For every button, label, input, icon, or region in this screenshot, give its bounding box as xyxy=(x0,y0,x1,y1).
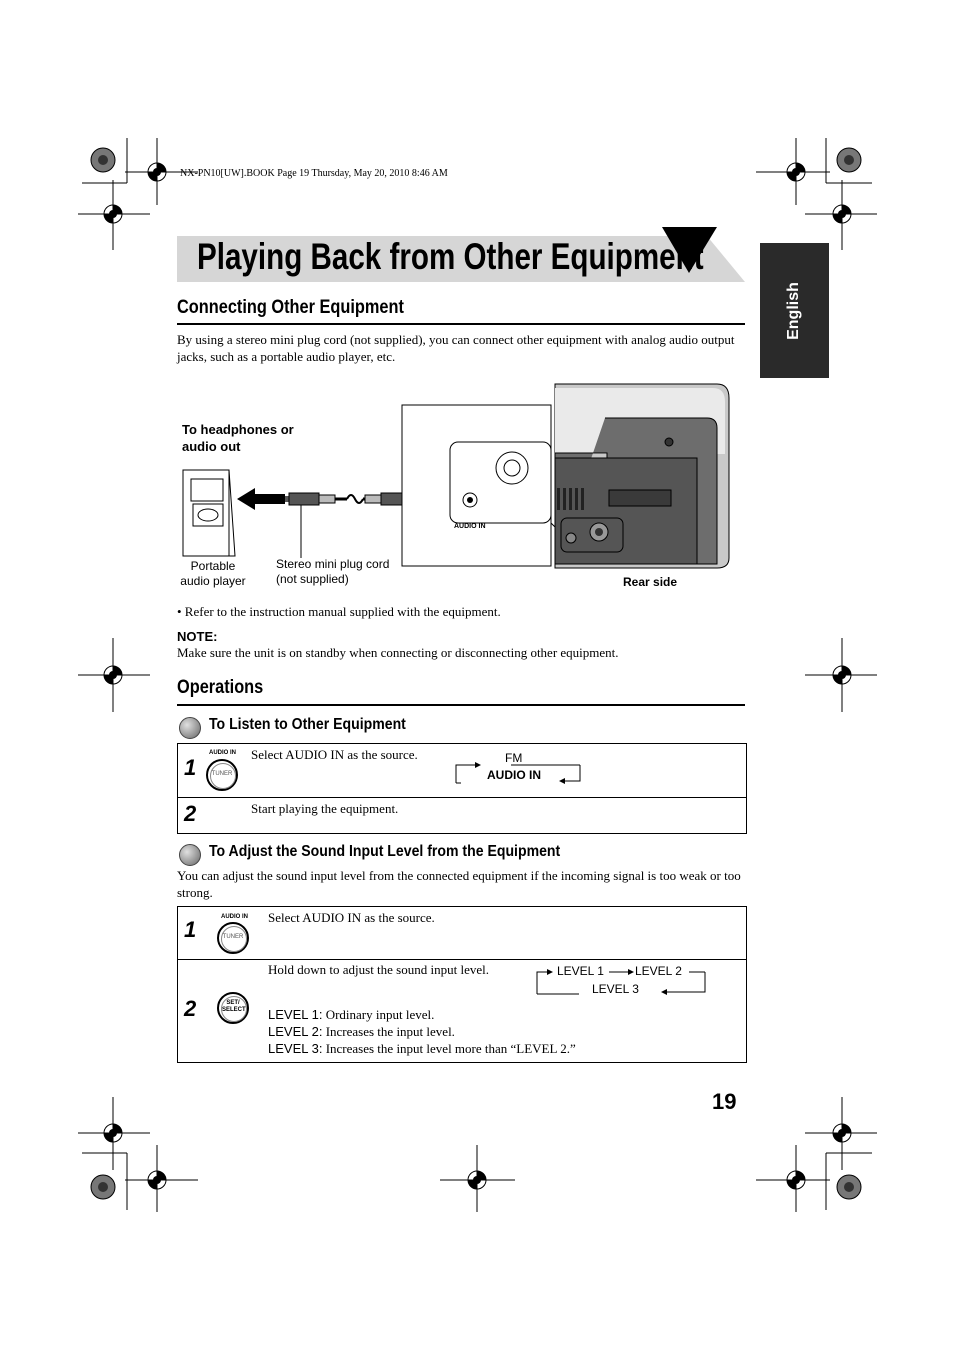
level-name: LEVEL 3: xyxy=(268,1041,323,1056)
subheading-bullet-icon xyxy=(179,717,201,739)
level-item xyxy=(268,1006,576,1023)
set-select-button[interactable] xyxy=(217,992,249,1024)
diagram-label-audio-in: AUDIO IN xyxy=(454,523,486,530)
step-number: 1 xyxy=(184,917,197,942)
flow-fm: FM xyxy=(505,751,523,765)
adjust-intro: You can adjust the sound input level from the connected equipment if the incoming signal is too weak or too strong. xyxy=(177,868,741,900)
connection-diagram xyxy=(177,378,737,598)
language-side-tab-label: English xyxy=(785,282,802,340)
level-name: LEVEL 1: xyxy=(268,1007,323,1022)
tuner-button-label: TUNER xyxy=(211,771,233,777)
divider xyxy=(177,323,745,325)
audio-in-button-label: AUDIO IN xyxy=(209,750,236,756)
audio-in-button-label: AUDIO IN xyxy=(221,914,248,920)
tuner-button[interactable] xyxy=(206,759,238,791)
print-header: NX-PN10[UW].BOOK Page 19 Thursday, May 20, 2010 8:46 AM xyxy=(180,168,448,179)
level-descriptions xyxy=(268,1006,576,1057)
left-arrow-icon xyxy=(237,488,285,510)
note-text: Make sure the unit is on standby when connecting or disconnecting other equipment. xyxy=(177,645,619,660)
level-item xyxy=(268,1023,576,1040)
step-number: 2 xyxy=(184,801,197,826)
set-select-button-label: SET/ SELECT xyxy=(222,1000,246,1013)
flow-level-2: LEVEL 2 xyxy=(635,964,682,978)
flow-level-3: LEVEL 3 xyxy=(592,982,639,996)
step-text: Hold down to adjust the sound input level. xyxy=(268,962,489,977)
step-text: Select AUDIO IN as the source. xyxy=(251,747,418,762)
note-label: NOTE: xyxy=(177,629,218,644)
diagram-label-cord: Stereo mini plug cord (not supplied) xyxy=(276,557,390,586)
subheading-adjust: To Adjust the Sound Input Level from the Equipment xyxy=(209,843,561,860)
subheading-bullet-icon xyxy=(179,844,201,866)
divider xyxy=(177,704,745,706)
diagram-label-player: Portable audio player xyxy=(180,559,246,588)
page-title: Playing Back from Other Equipment xyxy=(197,236,704,277)
section-heading-operations: Operations xyxy=(177,677,264,698)
table-row-divider xyxy=(178,959,746,960)
subheading-listen: To Listen to Other Equipment xyxy=(209,716,406,733)
level-item xyxy=(268,1040,576,1057)
level-desc: Ordinary input level. xyxy=(325,1007,435,1022)
diagram-label-headphones: To headphones or audio out xyxy=(182,422,294,454)
tuner-button[interactable] xyxy=(217,922,249,954)
subheading-wrap xyxy=(209,843,608,861)
unit-rear-illustration xyxy=(555,384,729,568)
tuner-button-label: TUNER xyxy=(222,934,244,940)
step-text: Select AUDIO IN as the source. xyxy=(268,910,435,925)
page-number: 19 xyxy=(712,1089,737,1114)
section-heading-wrap-ops xyxy=(177,677,277,699)
adjust-steps-table xyxy=(177,906,747,1063)
table-row-divider xyxy=(178,797,746,798)
portable-player-icon xyxy=(183,470,235,556)
listen-steps-table xyxy=(177,743,747,834)
cable-icon xyxy=(285,493,419,505)
step-number: 2 xyxy=(184,996,197,1021)
diagram-label-rear: Rear side xyxy=(623,575,678,589)
flow-level-1: LEVEL 1 xyxy=(557,964,604,978)
diagram-drawing xyxy=(177,378,737,598)
instruction-bullet: • Refer to the instruction manual supplied with the equipment. xyxy=(177,604,501,619)
flow-audio-in: AUDIO IN xyxy=(487,768,541,782)
level-name: LEVEL 2: xyxy=(268,1024,323,1039)
step-number: 1 xyxy=(184,755,197,780)
section-heading-wrap xyxy=(177,297,441,319)
page-title-wrap xyxy=(197,236,830,280)
level-desc: Increases the input level. xyxy=(325,1024,455,1039)
connecting-body: By using a stereo mini plug cord (not supplied), you can connect other equipment with analog audio output jacks, such as a portable audio player, etc. xyxy=(177,332,735,364)
section-heading-connecting: Connecting Other Equipment xyxy=(177,297,404,318)
step-text: Start playing the equipment. xyxy=(251,801,399,816)
level-desc: Increases the input level more than “LEVEL 2.” xyxy=(325,1041,576,1056)
subheading-wrap xyxy=(209,716,433,734)
